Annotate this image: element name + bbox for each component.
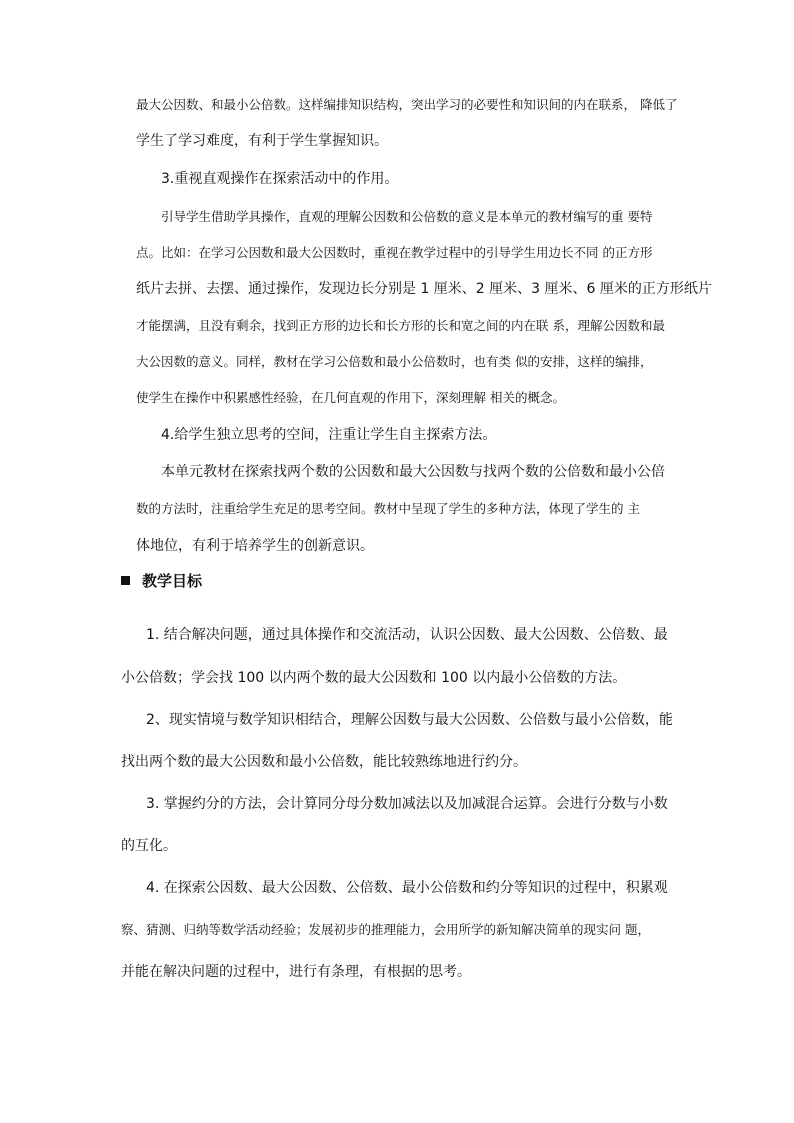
paragraph-line: 2、现实情境与数学知识相结合，理解公因数与最大公因数、公倍数与最小公倍数，能 (146, 712, 673, 728)
section-heading-text: 教学目标 (142, 572, 203, 590)
paragraph-line: 数的方法时，注重给学生充足的思考空间。教材中呈现了学生的多种方法，体现了学生的 主 (136, 501, 640, 516)
paragraph-line: 3. 掌握约分的方法，会计算同分母分数加减法以及加减混合运算。会进行分数与小数 (146, 796, 668, 812)
paragraph-line: 4. 在探索公因数、最大公因数、公倍数、最小公倍数和约分等知识的过程中，积累观 (146, 880, 668, 896)
list-item-title: 4.给学生独立思考的空间，注重让学生自主探索方法。 (161, 427, 497, 443)
paragraph-line: 小公倍数；学会找 100 以内两个数的最大公因数和 100 以内最小公倍数的方法。 (121, 670, 627, 686)
square-bullet-icon (121, 576, 130, 585)
paragraph-line: 找出两个数的最大公因数和最小公倍数，能比较熟练地进行约分。 (121, 754, 527, 770)
list-item-title: 3.重视直观操作在探索活动中的作用。 (161, 171, 399, 187)
paragraph-line: 使学生在操作中积累感性经验，在几何直观的作用下，深刻理解 相关的概念。 (136, 390, 565, 405)
paragraph-line: 并能在解决问题的过程中，进行有条理，有根据的思考。 (121, 964, 471, 980)
section-heading (121, 570, 202, 592)
paragraph-line: 本单元教材在探索找两个数的公因数和最大公因数与找两个数的公倍数和最小公倍 (161, 464, 665, 480)
paragraph-line: 的互化。 (121, 838, 177, 854)
paragraph-line: 引导学生借助学具操作，直观的理解公因数和公倍数的意义是本单元的教材编写的重 要特 (161, 209, 653, 224)
paragraph-line: 1. 结合解决问题，通过具体操作和交流活动，认识公因数、最大公因数、公倍数、最 (146, 627, 668, 643)
paragraph-line: 最大公因数、和最小公倍数。这样编排知识结构，突出学习的必要性和知识间的内在联系， 降低了 (136, 97, 678, 112)
paragraph-line: 才能摆满，且没有剩余，找到正方形的边长和长方形的长和宽之间的内在联 系，理解公因数和最 (136, 318, 665, 333)
paragraph-line: 点。比如：在学习公因数和最大公因数时，重视在教学过程中的引导学生用边长不同 的正方形 (136, 245, 653, 260)
paragraph-line: 纸片去拼、去摆、通过操作，发现边长分别是 1 厘米、2 厘米、3 厘米、6 厘米的正方形纸片 (136, 281, 712, 297)
paragraph-line: 体地位，有利于培养学生的创新意识。 (136, 538, 374, 554)
paragraph-line: 察、猜测、归纳等数学活动经验；发展初步的推理能力，会用所学的新知解决简单的现实问 题， (121, 922, 650, 937)
paragraph-line: 学生了学习难度，有利于学生掌握知识。 (136, 133, 388, 149)
paragraph-line: 大公因数的意义。同样，教材在学习公倍数和最小公倍数时，也有类 似的安排，这样的编排， (136, 354, 653, 369)
